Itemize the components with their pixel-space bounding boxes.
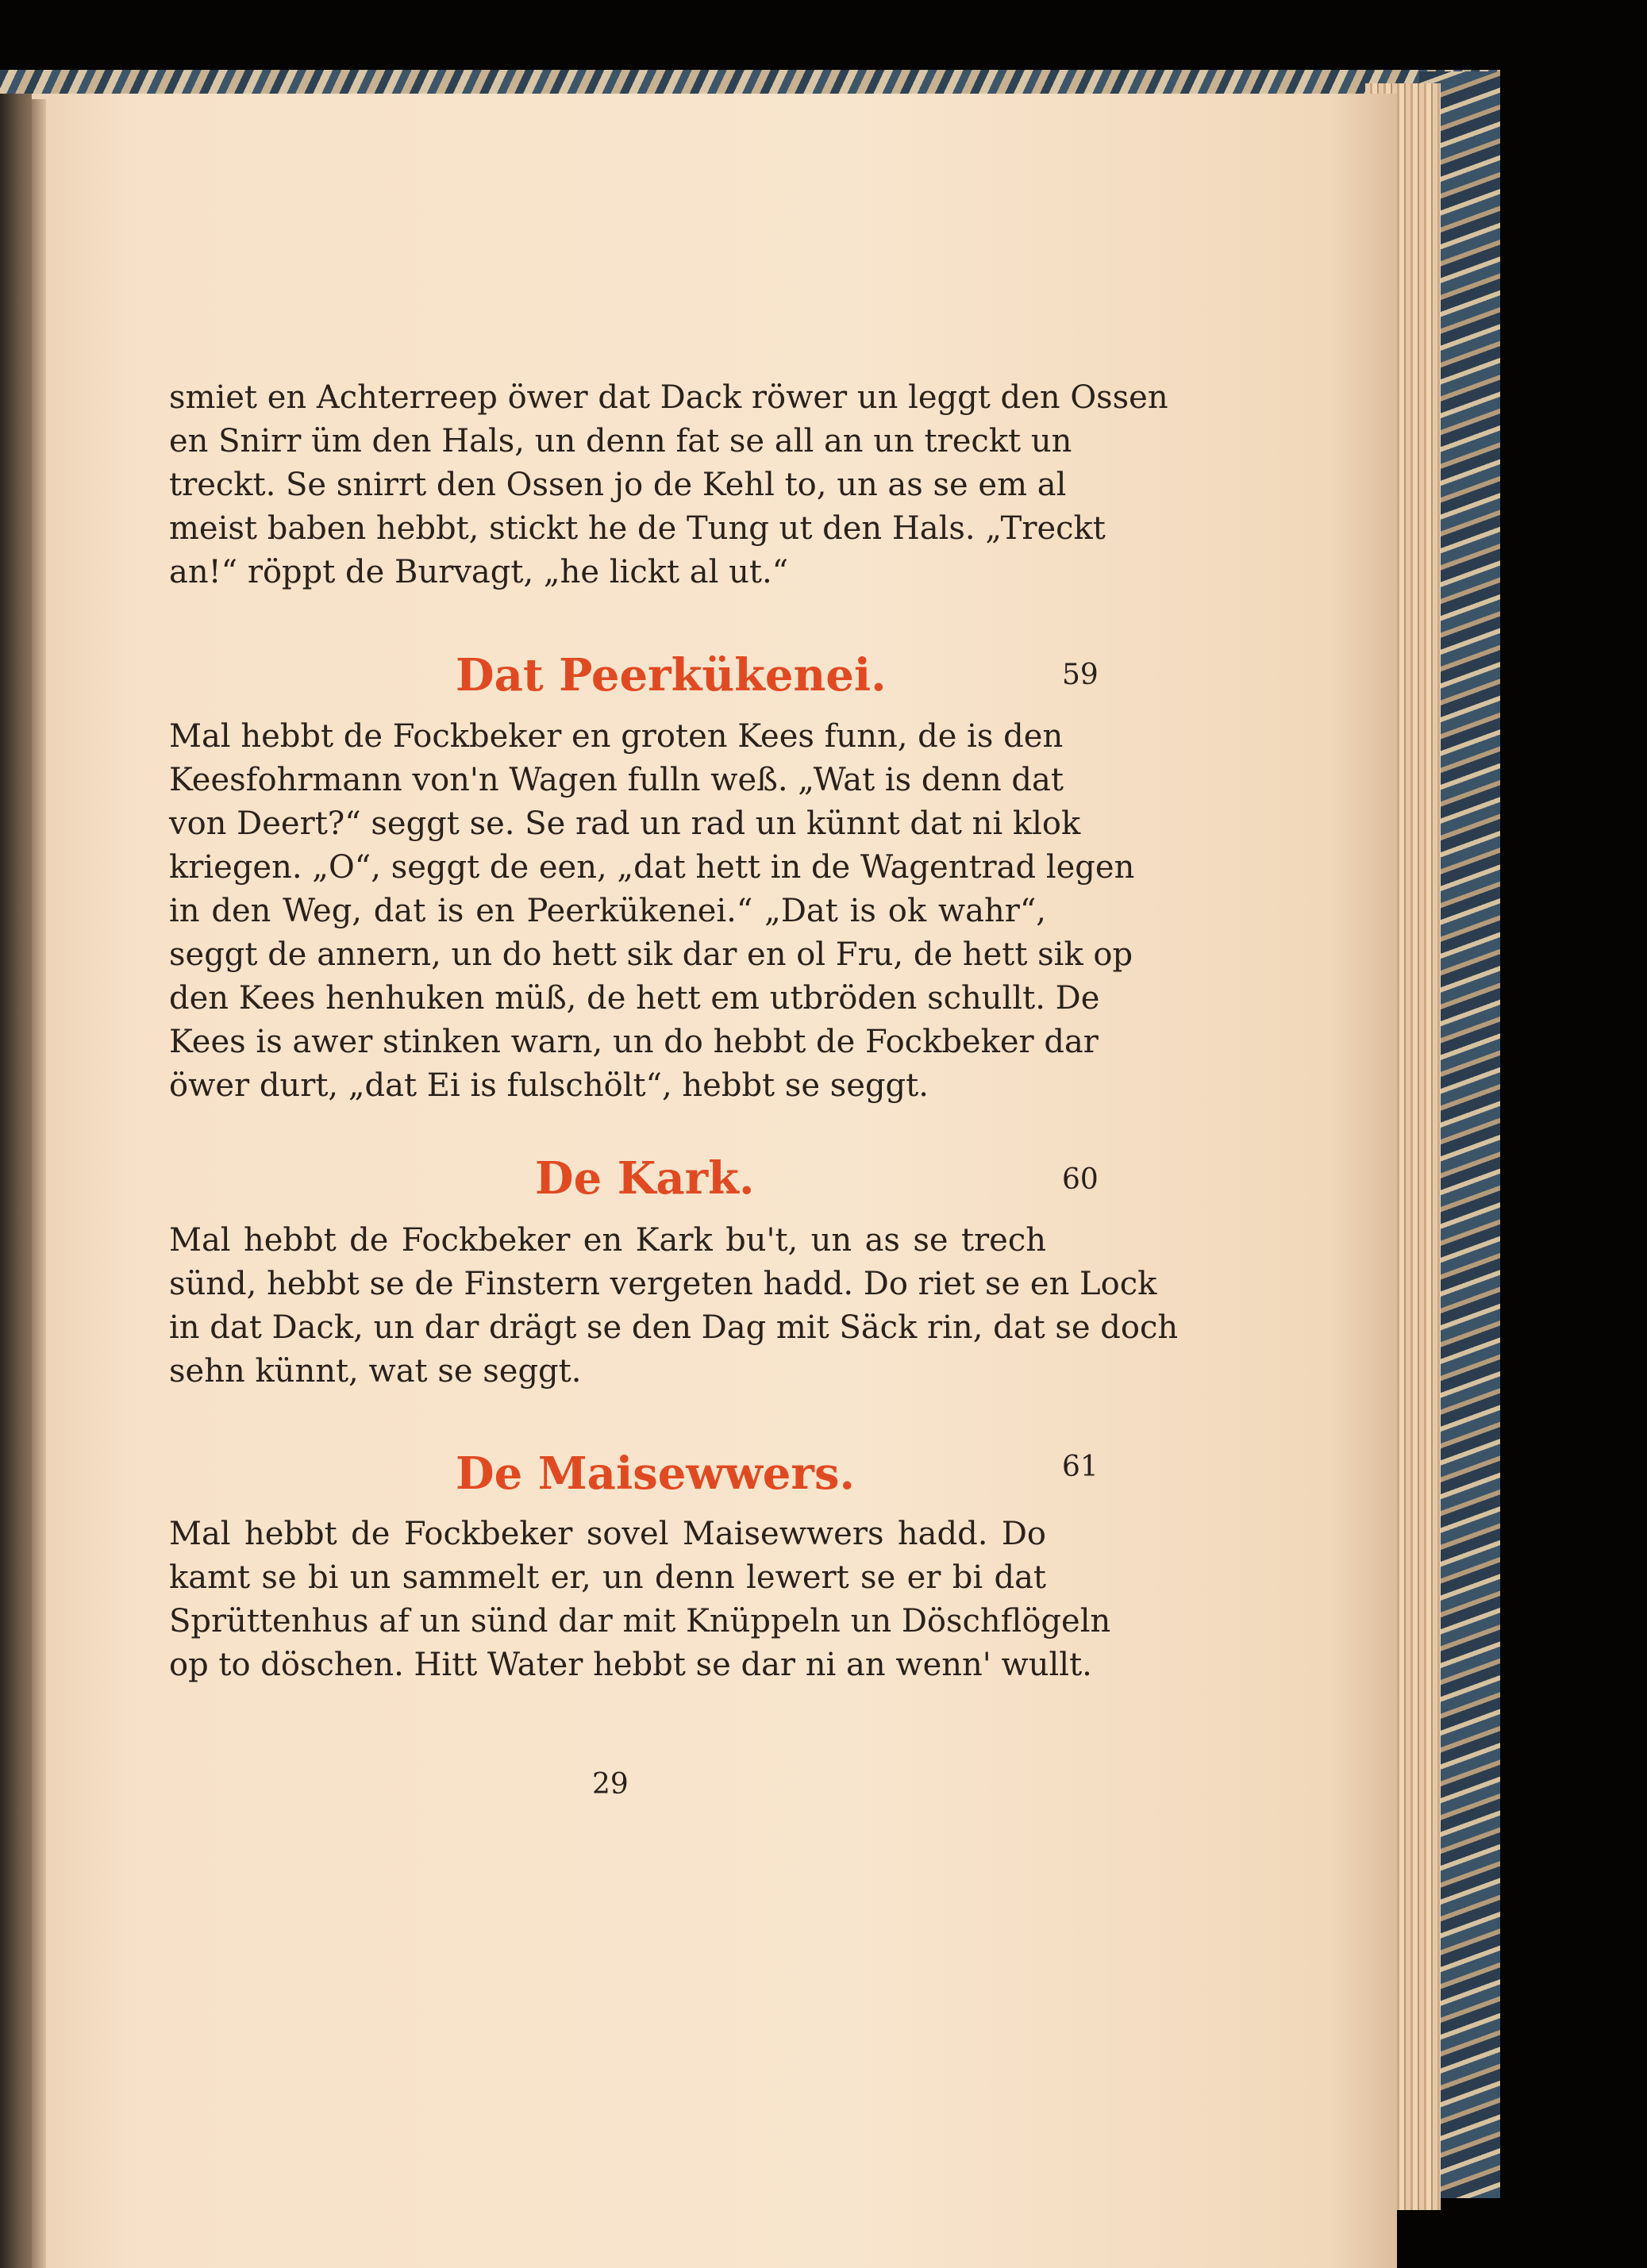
body-line: sünd, hebbt se de Finstern vergeten hadd. Do riet se en Lock bbox=[169, 1266, 1157, 1302]
body-line: öwer durt, „dat Ei is fulschölt“, hebbt se seggt. bbox=[169, 1067, 929, 1104]
section-title: De Maisewwers. bbox=[456, 1447, 855, 1500]
body-line: den Kees henhuken müß, de hett em utbröden schullt. De bbox=[169, 980, 1100, 1017]
left-page-edge bbox=[32, 99, 46, 2268]
section-number: 60 bbox=[1062, 1163, 1099, 1196]
body-line: treckt. Se snirrt den Ossen jo de Kehl to, un as se em al bbox=[169, 467, 1067, 503]
body-line: in den Weg, dat is en Peerkükenei.“ „Dat is ok wahr“, bbox=[169, 893, 1046, 929]
body-line: seggt de annern, un do hett sik dar en ol Fru, de hett sik op bbox=[169, 936, 1133, 973]
section-number: 59 bbox=[1062, 659, 1099, 691]
body-line: von Deert?“ seggt se. Se rad un rad un künnt dat ni klok bbox=[169, 805, 1081, 842]
body-line: Mal hebbt de Fockbeker en groten Kees funn, de is den bbox=[169, 718, 1064, 755]
page-number: 29 bbox=[592, 1768, 629, 1801]
body-line: meist baben hebbt, stickt he de Tung ut den Hals. „Treckt bbox=[169, 510, 1106, 547]
body-line: en Snirr üm den Hals, un denn fat se all an un treckt un bbox=[169, 423, 1072, 459]
body-line: Mal hebbt de Fockbeker en Kark bu't, un as se trech bbox=[169, 1222, 1046, 1259]
body-line: Mal hebbt de Fockbeker sovel Maisewwers hadd. Do bbox=[169, 1516, 1046, 1552]
body-line: Keesfohrmann von'n Wagen fulln weß. „Wat is denn dat bbox=[169, 762, 1064, 798]
section-title: Dat Peerkükenei. bbox=[456, 649, 887, 702]
body-line: in dat Dack, un dar drägt se den Dag mit Säck rin, dat se doch bbox=[169, 1309, 1179, 1346]
body-line: Kees is awer stinken warn, un do hebbt de Fockbeker dar bbox=[169, 1024, 1099, 1060]
body-line: an!“ röppt de Burvagt, „he lickt al ut.“ bbox=[169, 554, 789, 590]
body-line: kriegen. „O“, seggt de een, „dat hett in de Wagentrad legen bbox=[169, 849, 1135, 886]
section-number: 61 bbox=[1062, 1451, 1099, 1483]
body-line: sehn künnt, wat se seggt. bbox=[169, 1353, 582, 1390]
body-line: smiet en Achterreep öwer dat Dack röwer un leggt den Ossen bbox=[169, 379, 1168, 416]
book-spine bbox=[0, 94, 32, 2268]
section-title: De Kark. bbox=[535, 1152, 755, 1205]
body-line: op to döschen. Hitt Water hebbt se dar ni an wenn' wullt. bbox=[169, 1647, 1092, 1683]
body-line: Sprüttenhus af un sünd dar mit Knüppeln un Döschflögeln bbox=[169, 1603, 1111, 1639]
body-line: kamt se bi un sammelt er, un denn lewert se er bi dat bbox=[169, 1559, 1046, 1596]
